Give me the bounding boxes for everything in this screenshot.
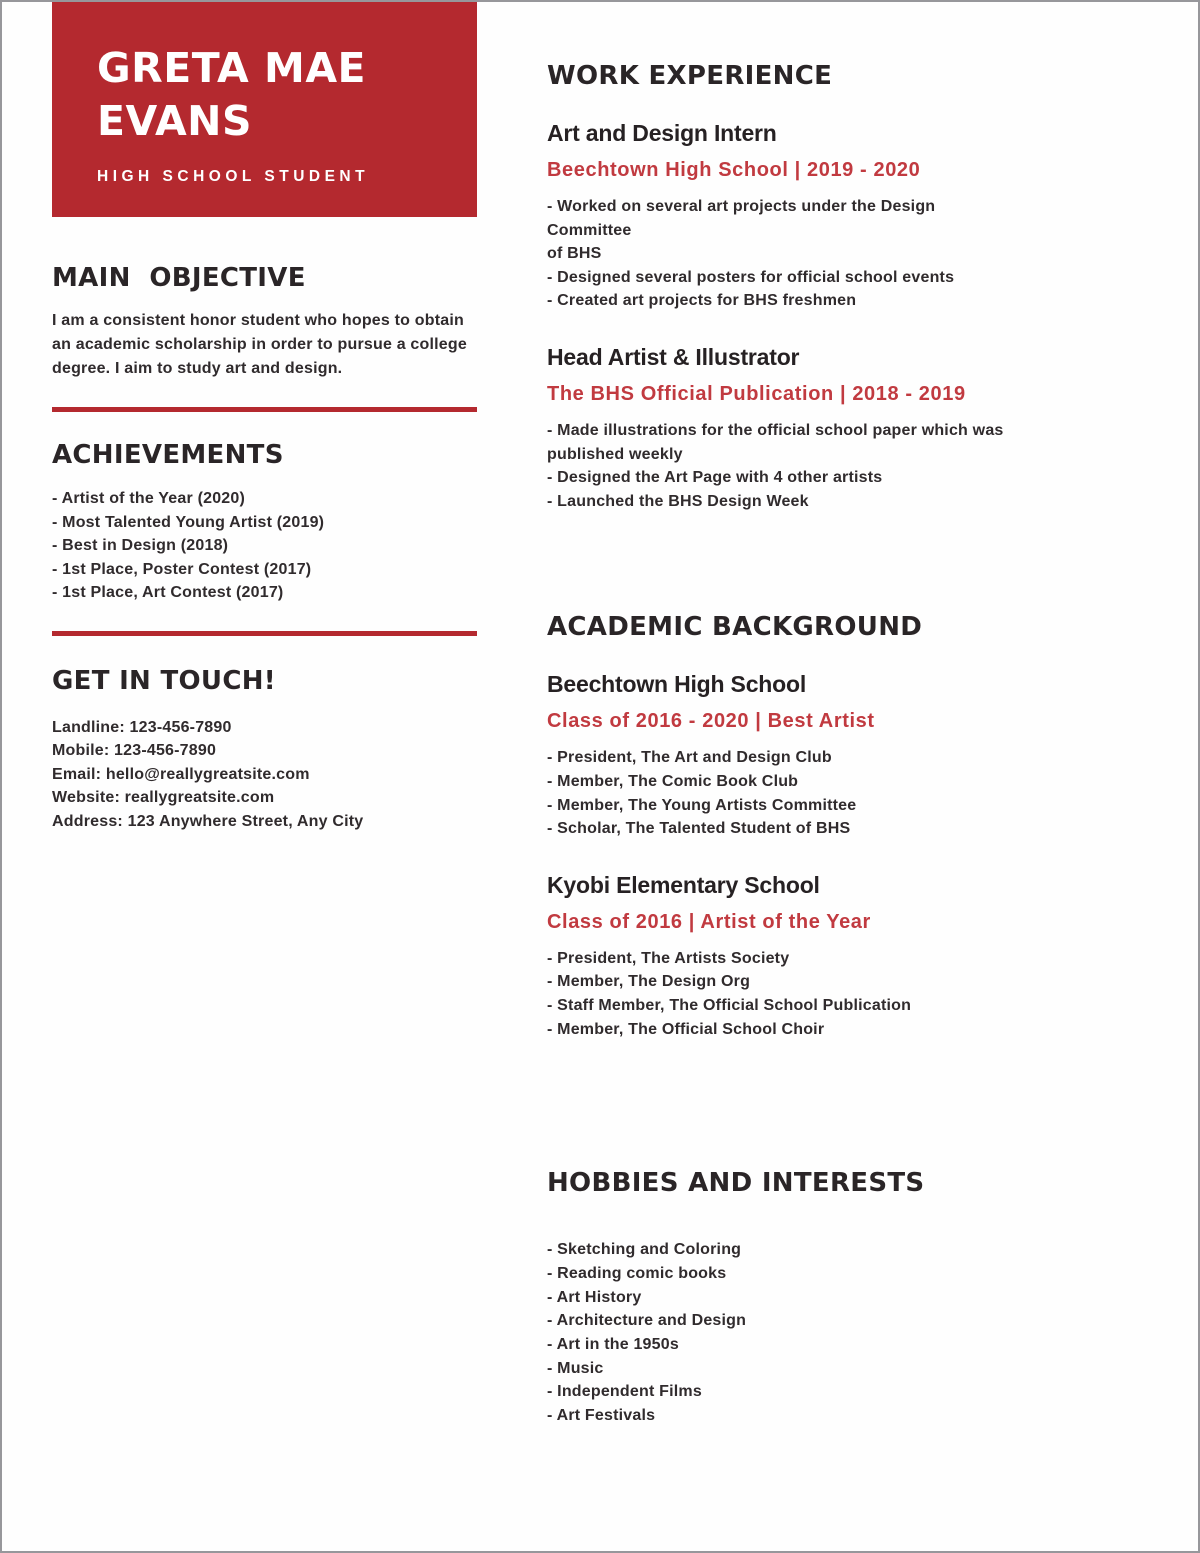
section-academic-background [547, 612, 1112, 1041]
section-achievements [52, 440, 477, 605]
candidate-name-line: EVANS [97, 97, 253, 145]
detail-line: - Launched the BHS Design Week [547, 492, 809, 510]
detail-line: published weekly [547, 445, 683, 463]
section-divider [52, 407, 477, 412]
detail-line: - Staff Member, The Official School Publication [547, 996, 912, 1014]
job-details [547, 419, 1112, 513]
school-details [547, 746, 1112, 840]
hobbies-list [547, 1238, 1112, 1428]
hobby-item: - Sketching and Coloring [547, 1241, 742, 1259]
detail-line: - President, The Artists Society [547, 949, 790, 967]
school-details [547, 947, 1112, 1041]
achievement-item: - 1st Place, Art Contest (2017) [52, 584, 284, 601]
work-heading: WORK EXPERIENCE [547, 61, 833, 91]
job-details [547, 195, 1112, 313]
section-contact [52, 666, 477, 834]
school-title: Beechtown High School [547, 671, 807, 698]
hobby-item: - Music [547, 1359, 604, 1377]
detail-line: - Member, The Design Org [547, 973, 751, 991]
name-banner [52, 2, 477, 217]
contact-item: Address: 123 Anywhere Street, Any City [52, 812, 364, 830]
job-meta: Beechtown High School | 2019 - 2020 [547, 159, 921, 181]
detail-line: of BHS [547, 245, 602, 263]
section-hobbies [547, 1168, 1112, 1428]
hobby-item: - Art History [547, 1288, 642, 1306]
school-title: Kyobi Elementary School [547, 871, 820, 898]
school-entry [547, 671, 1112, 840]
detail-line: Committee [547, 221, 632, 239]
right-column [547, 2, 1112, 1551]
contact-item: Website: reallygreatsite.com [52, 789, 275, 806]
detail-line: - Scholar, The Talented Student of BHS [547, 820, 851, 838]
hobby-item: - Art Festivals [547, 1407, 656, 1425]
hobby-item: - Independent Films [547, 1383, 702, 1401]
achievement-item: - Most Talented Young Artist (2019) [52, 513, 325, 531]
job-title: Art and Design Intern [547, 120, 777, 146]
detail-line: - President, The Art and Design Club [547, 749, 832, 767]
section-divider [52, 631, 477, 636]
contact-item: Mobile: 123-456-7890 [52, 742, 217, 759]
contact-heading: GET IN TOUCH! [52, 665, 276, 696]
achievement-item: - Best in Design (2018) [52, 537, 229, 554]
achievements-list [52, 487, 477, 605]
objective-heading: MAIN OBJECTIVE [52, 263, 306, 293]
achievements-heading: ACHIEVEMENTS [52, 440, 284, 470]
detail-line: - Member, The Comic Book Club [547, 772, 799, 790]
objective-text: I am a consistent honor student who hopes to obtain an academic scholarship in order to pursue a college degree. I aim to study art and design. [52, 312, 467, 377]
hobby-item: - Reading comic books [547, 1264, 727, 1282]
achievement-item: - 1st Place, Poster Contest (2017) [52, 560, 312, 578]
contact-item: Email: hello@reallygreatsite.com [52, 765, 310, 783]
section-work-experience [547, 61, 1112, 513]
job-meta: The BHS Official Publication | 2018 - 2019 [547, 382, 966, 405]
section-main-objective [52, 263, 477, 381]
contact-item: Landline: 123-456-7890 [52, 718, 232, 736]
school-entry [547, 872, 1112, 1041]
contact-list [52, 716, 477, 834]
job-entry [547, 120, 1112, 313]
detail-line: - Designed the Art Page with 4 other artists [547, 469, 883, 487]
school-meta: Class of 2016 | Artist of the Year [547, 910, 871, 933]
left-column [52, 2, 477, 1551]
school-meta: Class of 2016 - 2020 | Best Artist [547, 710, 875, 733]
hobby-item: - Architecture and Design [547, 1312, 747, 1330]
candidate-name-line: GRETA MAE [97, 44, 367, 92]
detail-line: - Designed several posters for official school events [547, 268, 955, 286]
candidate-name [97, 42, 465, 148]
detail-line: - Made illustrations for the official school paper which was [547, 421, 1004, 439]
academic-heading: ACADEMIC BACKGROUND [547, 612, 923, 643]
hobby-item: - Art in the 1950s [547, 1335, 679, 1353]
candidate-title: HIGH SCHOOL STUDENT [97, 168, 370, 185]
job-entry [547, 344, 1112, 513]
detail-line: - Worked on several art projects under the Design [547, 198, 936, 215]
job-title: Head Artist & Illustrator [547, 343, 800, 370]
hobbies-heading: HOBBIES AND INTERESTS [547, 1168, 925, 1199]
detail-line: - Member, The Young Artists Committee [547, 796, 857, 814]
detail-line: - Created art projects for BHS freshmen [547, 292, 857, 310]
achievement-item: - Artist of the Year (2020) [52, 490, 246, 507]
detail-line: - Member, The Official School Choir [547, 1020, 825, 1038]
